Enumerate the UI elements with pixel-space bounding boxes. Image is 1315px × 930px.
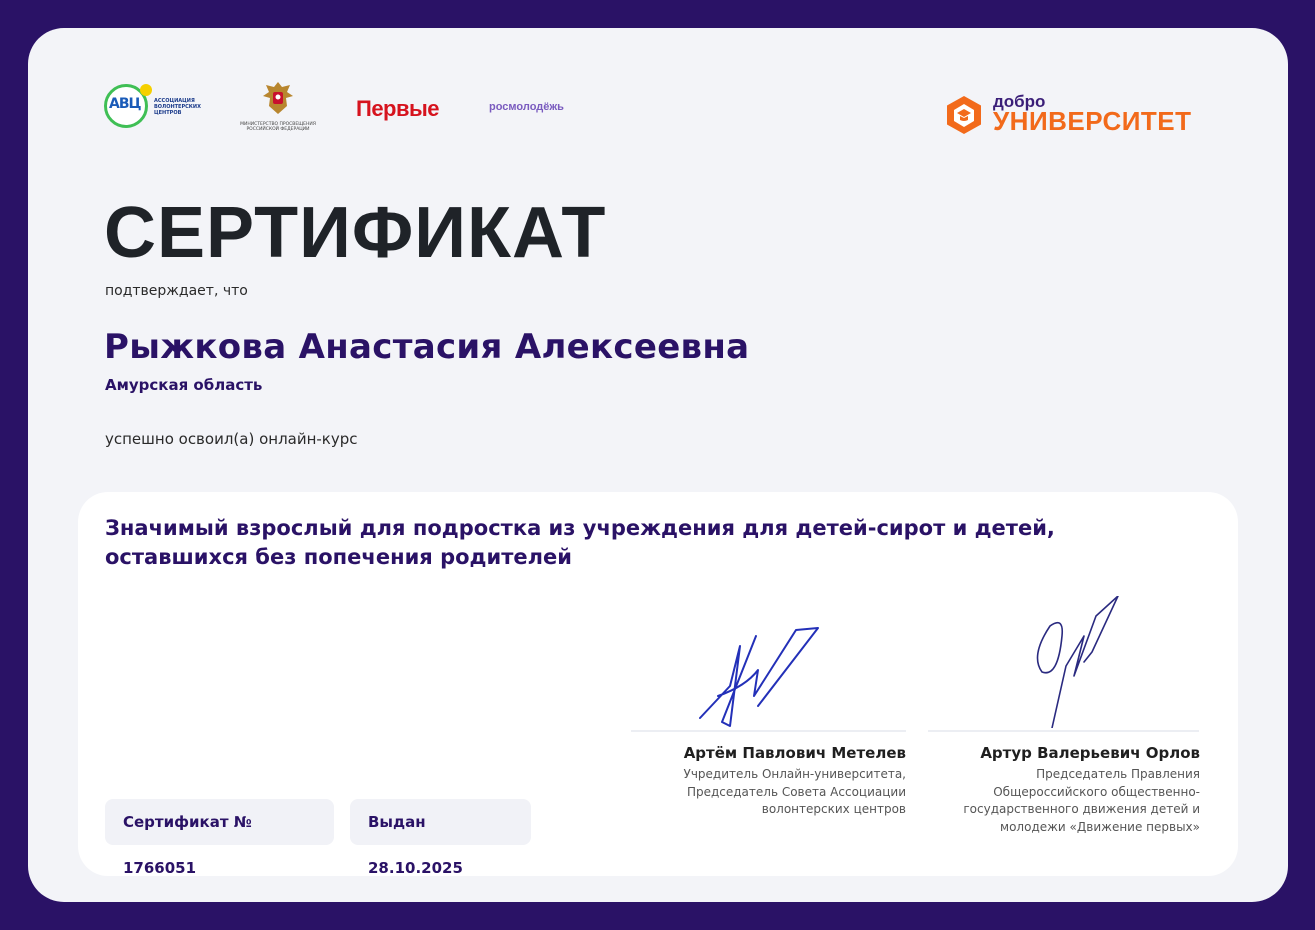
signatory-2-name: Артур Валерьевич Орлов xyxy=(980,744,1200,762)
confirms-text: подтверждает, что xyxy=(105,283,248,299)
mastered-text: успешно освоил(а) онлайн-курс xyxy=(105,430,358,448)
first-logo: Первые xyxy=(356,96,440,121)
signature-2-icon xyxy=(1026,596,1124,728)
avc-full-name: АССОЦИАЦИЯ ВОЛОНТЕРСКИХ ЦЕНТРОВ xyxy=(154,98,201,116)
certificate-number-badge: Сертификат № 1766051 xyxy=(105,799,334,845)
signatory-1-name: Артём Павлович Метелев xyxy=(683,744,906,762)
avc-abbr: АВЦ xyxy=(109,96,141,112)
rosmolodezh-logo: росмолодёжь xyxy=(489,101,564,113)
ministry-logo xyxy=(240,78,316,138)
signature-line-1 xyxy=(631,730,906,732)
avc-logo xyxy=(104,82,204,134)
recipient-name: Рыжкова Анастасия Алексеевна xyxy=(104,327,750,367)
signature-1-icon xyxy=(696,626,832,730)
course-card xyxy=(78,492,1238,876)
ministry-name: МИНИСТЕРСТВО ПРОСВЕЩЕНИЯ РОССИЙСКОЙ ФЕДЕРАЦИИ xyxy=(240,122,316,132)
dobro-word: добро xyxy=(993,92,1046,111)
eagle-emblem-icon xyxy=(261,78,295,118)
signatory-2-role: Председатель Правления Общероссийского общественно-государственного движения детей и молодежи «Движение первых» xyxy=(963,767,1200,834)
issued-date-badge: Выдан 28.10.2025 xyxy=(350,799,531,845)
certificate-title: СЕРТИФИКАТ xyxy=(104,193,607,273)
signature-line-2 xyxy=(928,730,1199,732)
dobro-university-logo xyxy=(943,92,1213,136)
course-title: Значимый взрослый для подростка из учреждения для детей-сирот и детей, оставшихся без попечения родителей xyxy=(105,516,1055,569)
university-word: УНИВЕРСИТЕТ xyxy=(993,106,1192,136)
avc-dot-icon xyxy=(140,84,152,96)
signatory-1-role: Учредитель Онлайн-университета, Председатель Совета Ассоциации волонтерских центров xyxy=(683,767,906,816)
recipient-region: Амурская область xyxy=(105,376,263,394)
dobro-hexagon-icon xyxy=(943,94,985,136)
